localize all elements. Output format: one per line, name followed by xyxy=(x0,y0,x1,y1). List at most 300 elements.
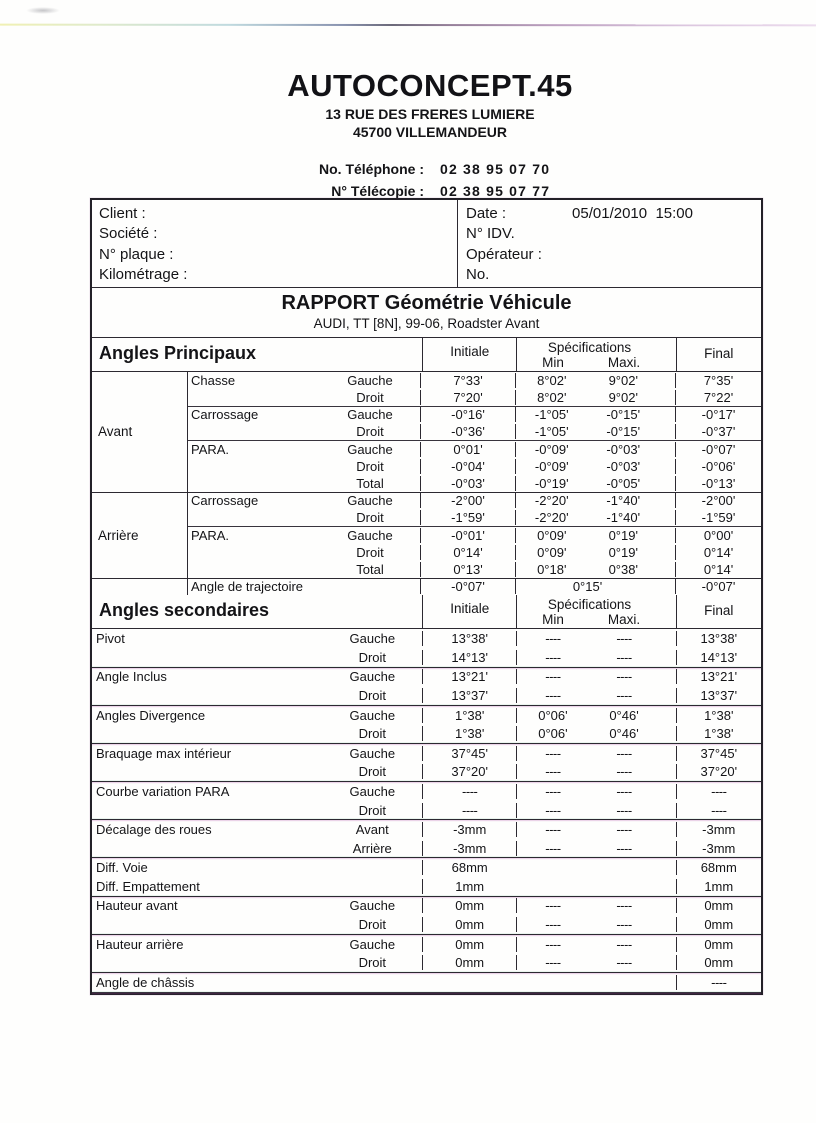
value-final: 7°22' xyxy=(675,390,761,405)
value-final: 7°35' xyxy=(675,373,761,388)
value-min: ---- xyxy=(545,631,561,647)
info-field-row xyxy=(99,224,457,245)
value-maxi: ---- xyxy=(616,840,632,856)
value-final: -0°06' xyxy=(675,459,761,474)
value-final: 14°13' xyxy=(676,650,761,665)
value-final: -0°37' xyxy=(675,424,761,439)
spec-values xyxy=(516,631,675,646)
side-label: Gauche xyxy=(349,631,396,647)
phone-value: 02 38 95 07 70 xyxy=(440,161,551,177)
side-label: Droit xyxy=(358,649,387,665)
measure-name: Pivot xyxy=(96,631,125,647)
measure-row xyxy=(188,441,761,458)
value-maxi: 9°02' xyxy=(608,389,638,405)
column-header-final-2: Final xyxy=(676,595,761,628)
angle-name: Carrossage xyxy=(191,493,259,509)
measure-row xyxy=(92,839,761,858)
angle-name: Carrossage xyxy=(191,407,259,423)
measure-row xyxy=(188,389,761,406)
side-label: Droit xyxy=(356,389,384,405)
value-final: 13°21' xyxy=(676,669,761,684)
value-initiale: -1°59' xyxy=(420,510,515,525)
side-label: Droit xyxy=(356,458,384,474)
value-maxi: 0°19' xyxy=(608,544,638,560)
angle-name: Chasse xyxy=(191,372,236,388)
value-final: -3mm xyxy=(676,822,761,837)
value-initiale: 13°21' xyxy=(422,669,516,684)
side-label: Total xyxy=(356,561,384,577)
value-initiale: -0°04' xyxy=(420,459,515,474)
secondary-group xyxy=(92,820,761,858)
side-label: Droit xyxy=(358,764,387,780)
angle-name: PARA. xyxy=(191,442,230,458)
side-label: Arrière xyxy=(352,840,392,856)
value-final: -0°07' xyxy=(675,579,761,594)
value-maxi: ---- xyxy=(616,669,632,685)
side-label: Droit xyxy=(356,424,384,440)
measure-row xyxy=(92,915,761,934)
side-label: Total xyxy=(356,475,384,491)
info-field-label: Kilométrage : xyxy=(99,266,188,284)
spec-values xyxy=(515,373,675,388)
value-final: 0mm xyxy=(676,955,761,970)
axle-group-body xyxy=(188,579,761,596)
value-final: 0°14' xyxy=(675,562,761,577)
info-box xyxy=(92,200,761,288)
secondary-table-body xyxy=(92,629,761,992)
measure-row xyxy=(92,744,761,763)
company-name: AUTOCONCEPT.45 xyxy=(287,68,573,103)
value-final: 13°37' xyxy=(676,688,761,703)
side-label: Gauche xyxy=(347,442,393,458)
fax-label: N° Télécopie : xyxy=(331,183,424,199)
side-label: Avant xyxy=(355,822,389,838)
principal-table-body xyxy=(92,372,761,595)
value-initiale: 14°13' xyxy=(422,650,516,665)
measure-row xyxy=(188,475,761,492)
value-min: ---- xyxy=(545,669,561,685)
report-frame xyxy=(90,198,763,995)
value-maxi: ---- xyxy=(616,631,632,647)
secondary-group xyxy=(92,706,761,744)
column-header-initiale-2: Initiale xyxy=(422,595,516,628)
side-label: Droit xyxy=(358,802,387,818)
spec-values xyxy=(516,822,675,837)
value-initiale: -0°03' xyxy=(420,476,515,491)
value-initiale: 7°33' xyxy=(420,373,515,388)
value-final: -3mm xyxy=(676,841,761,856)
value-min: ---- xyxy=(545,783,561,799)
value-min: ---- xyxy=(545,936,561,952)
angle-block xyxy=(188,493,761,527)
info-field-row xyxy=(99,244,457,265)
spec-values xyxy=(516,937,675,952)
value-final: 0mm xyxy=(676,917,761,932)
value-initiale: 13°37' xyxy=(422,688,516,703)
spec-values xyxy=(515,528,675,543)
measure-name: Hauteur avant xyxy=(96,898,178,914)
value-initiale: 0mm xyxy=(422,955,516,970)
value-maxi: -0°03' xyxy=(606,442,641,458)
info-field-row xyxy=(99,203,457,224)
value-min: -0°19' xyxy=(534,475,569,491)
measure-row xyxy=(188,372,761,389)
info-field-label: Société : xyxy=(99,225,158,243)
spec-values xyxy=(515,459,675,474)
column-header-maxi-2: Maxi. xyxy=(607,612,641,628)
measure-row xyxy=(92,763,761,782)
side-label: Gauche xyxy=(349,745,396,761)
side-label: Gauche xyxy=(349,936,396,952)
info-field-label: Client : xyxy=(99,204,146,222)
fax-value: 02 38 95 07 77 xyxy=(440,183,551,199)
value-initiale: 1mm xyxy=(422,879,516,894)
company-address-city: 45700 VILLEMANDEUR xyxy=(352,124,508,140)
measure-row xyxy=(188,544,761,561)
value-maxi: -0°15' xyxy=(606,407,641,423)
side-label: Droit xyxy=(358,955,387,971)
measure-name: Braquage max intérieur xyxy=(96,745,232,761)
value-initiale: -0°36' xyxy=(420,424,515,439)
value-initiale: 0mm xyxy=(422,898,516,913)
value-min: -1°05' xyxy=(534,407,569,423)
value-min: -1°05' xyxy=(534,424,569,440)
value-maxi: 0°19' xyxy=(608,528,638,544)
value-min: 8°02' xyxy=(537,372,567,388)
value-initiale: -0°16' xyxy=(420,407,515,422)
spec-values xyxy=(515,424,675,439)
side-label: Gauche xyxy=(349,707,396,723)
vehicle-description: AUDI, TT [8N], 99-06, Roadster Avant xyxy=(313,316,540,331)
info-field-value: 05/01/2010 15:00 xyxy=(572,204,693,222)
angle-block xyxy=(188,372,761,406)
value-min: 0°18' xyxy=(537,561,567,577)
scanner-smudge xyxy=(26,7,60,14)
value-min: ---- xyxy=(545,898,561,914)
value-final: 1°38' xyxy=(676,726,761,741)
spec-values xyxy=(516,746,675,761)
measure-row xyxy=(92,897,761,916)
value-initiale: -0°07' xyxy=(420,579,515,594)
trajectory-row xyxy=(188,579,761,596)
measure-name: Hauteur arrière xyxy=(96,936,184,952)
value-maxi: -1°40' xyxy=(606,510,641,526)
value-maxi: -0°05' xyxy=(606,475,641,491)
value-min: -2°20' xyxy=(534,510,569,526)
value-maxi: ---- xyxy=(616,764,632,780)
spec-values xyxy=(516,669,675,684)
specifications-label-2: Spécifications xyxy=(547,597,632,613)
value-initiale: 13°38' xyxy=(422,631,516,646)
side-label: Droit xyxy=(358,687,387,703)
axle-group-body xyxy=(188,493,761,578)
value-final: 37°20' xyxy=(676,764,761,779)
value-initiale: 7°20' xyxy=(420,390,515,405)
measure-name: Angles Divergence xyxy=(96,707,206,723)
value-maxi: 0°46' xyxy=(609,726,639,742)
value-min: ---- xyxy=(545,840,561,856)
spec-values xyxy=(516,955,675,970)
spec-values xyxy=(515,407,675,422)
measure-name: Diff. Empattement xyxy=(96,878,200,894)
info-field-row xyxy=(99,265,457,286)
value-maxi: 0°38' xyxy=(608,561,638,577)
value-min: 0°09' xyxy=(537,544,567,560)
secondary-group xyxy=(92,782,761,820)
secondary-group xyxy=(92,858,761,896)
value-min: 0°06' xyxy=(538,707,568,723)
value-min: ---- xyxy=(545,822,561,838)
value-initiale: 1°38' xyxy=(422,726,516,741)
axle-group-body xyxy=(188,372,761,492)
side-label: Gauche xyxy=(347,372,393,388)
spec-values xyxy=(515,390,675,405)
info-field-label: Opérateur : xyxy=(466,245,542,263)
section-title-secondary: Angles secondaires xyxy=(99,600,270,621)
value-final: ---- xyxy=(676,784,761,799)
trajectory-group xyxy=(92,579,761,596)
value-initiale: 37°20' xyxy=(422,764,516,779)
measure-name: Courbe variation PARA xyxy=(96,783,230,799)
value-initiale: -3mm xyxy=(422,822,516,837)
column-header-min-2: Min xyxy=(542,612,564,628)
measure-name: Diff. Voie xyxy=(96,860,148,876)
secondary-group xyxy=(92,629,761,667)
column-header-specifications xyxy=(516,338,675,371)
measure-row xyxy=(92,668,761,687)
info-field-row xyxy=(466,265,761,286)
angle-name: Angle de trajectoire xyxy=(191,579,304,595)
measure-row xyxy=(92,782,761,801)
info-field-row xyxy=(466,224,761,245)
spec-values xyxy=(516,917,675,932)
secondary-group xyxy=(92,897,761,935)
value-min: ---- xyxy=(545,955,561,971)
side-label: Gauche xyxy=(349,898,396,914)
value-initiale: ---- xyxy=(422,803,516,818)
secondary-group xyxy=(92,744,761,782)
measure-row xyxy=(188,527,761,544)
value-min: ---- xyxy=(545,745,561,761)
value-final: 13°38' xyxy=(676,631,761,646)
value-initiale: 1°38' xyxy=(422,708,516,723)
measure-row xyxy=(188,407,761,424)
value-maxi: -1°40' xyxy=(606,493,641,509)
secondary-group xyxy=(92,935,761,973)
value-min: -0°09' xyxy=(534,442,569,458)
column-header-final: Final xyxy=(676,338,761,371)
measure-row xyxy=(188,423,761,440)
angle-block xyxy=(188,406,761,441)
company-address-street: 13 RUE DES FRERES LUMIERE xyxy=(325,106,535,122)
value-final: -0°17' xyxy=(675,407,761,422)
scanner-artifact-line xyxy=(0,24,816,27)
column-header-min: Min xyxy=(542,355,564,370)
value-maxi: ---- xyxy=(616,936,632,952)
measure-row xyxy=(92,648,761,667)
info-field-row xyxy=(466,244,761,265)
value-maxi: ---- xyxy=(616,955,632,971)
value-min: ---- xyxy=(545,764,561,780)
spec-values xyxy=(515,545,675,560)
info-field-label: Date : xyxy=(466,204,507,222)
report-title: RAPPORT Géométrie Véhicule xyxy=(281,292,572,314)
value-final: -0°13' xyxy=(675,476,761,491)
spec-values xyxy=(516,764,675,779)
letterhead xyxy=(0,68,816,140)
side-label: Droit xyxy=(358,917,387,933)
info-field-label: N° plaque : xyxy=(99,245,174,263)
value-maxi: -0°03' xyxy=(606,458,641,474)
value-final: 0mm xyxy=(676,937,761,952)
side-label: Droit xyxy=(358,726,387,742)
value-maxi: -0°15' xyxy=(606,424,641,440)
value-final: -0°07' xyxy=(675,442,761,457)
spec-values xyxy=(516,650,675,665)
info-field-label: No. xyxy=(466,266,490,284)
value-final: 1°38' xyxy=(676,708,761,723)
spec-values xyxy=(515,493,675,508)
side-label: Gauche xyxy=(349,783,396,799)
spec-values xyxy=(515,442,675,457)
value-min: 8°02' xyxy=(537,389,567,405)
principal-table-header xyxy=(92,338,761,372)
measure-row xyxy=(188,458,761,475)
spec-values xyxy=(515,562,675,577)
column-header-initiale: Initiale xyxy=(422,338,516,371)
value-min: 0°06' xyxy=(538,726,568,742)
value-maxi: ---- xyxy=(616,745,632,761)
measure-row xyxy=(92,858,761,877)
spec-values xyxy=(516,784,675,799)
value-min: ---- xyxy=(545,687,561,703)
value-min: ---- xyxy=(545,649,561,665)
secondary-group xyxy=(92,973,761,993)
value-maxi: 9°02' xyxy=(608,372,638,388)
spec-values xyxy=(516,841,675,856)
measure-row xyxy=(92,953,761,972)
value-initiale: -0°01' xyxy=(420,528,515,543)
side-label: Droit xyxy=(356,510,384,526)
spec-values xyxy=(516,708,675,723)
measure-row xyxy=(92,686,761,705)
measure-row xyxy=(188,493,761,510)
secondary-group xyxy=(92,668,761,706)
side-label: Gauche xyxy=(349,669,396,685)
spec-values xyxy=(515,510,675,525)
measure-row xyxy=(92,801,761,820)
info-box-client xyxy=(92,200,458,287)
value-maxi: 0°46' xyxy=(609,707,639,723)
value-initiale: 0°01' xyxy=(420,442,515,457)
value-final: ---- xyxy=(676,975,761,990)
measure-name: Décalage des roues xyxy=(96,822,212,838)
axle-group xyxy=(92,372,761,493)
value-initiale: 37°45' xyxy=(422,746,516,761)
axle-group xyxy=(92,493,761,579)
value-min: -0°09' xyxy=(534,458,569,474)
info-box-date xyxy=(458,200,761,287)
measure-row xyxy=(188,509,761,526)
value-maxi: ---- xyxy=(616,898,632,914)
phone-label: No. Téléphone : xyxy=(319,161,424,177)
contact-block xyxy=(232,158,592,202)
value-final: ---- xyxy=(676,803,761,818)
axle-group-label xyxy=(92,579,188,596)
value-min: 0°09' xyxy=(537,528,567,544)
measure-row xyxy=(92,820,761,839)
value-initiale: 68mm xyxy=(422,860,516,875)
report-title-box xyxy=(92,288,761,338)
axle-group-label: Avant xyxy=(92,372,188,492)
value-final: -1°59' xyxy=(675,510,761,525)
measure-row xyxy=(92,629,761,648)
measure-row xyxy=(188,561,761,578)
value-maxi: ---- xyxy=(616,649,632,665)
value-final: 68mm xyxy=(676,860,761,875)
column-header-specifications-2 xyxy=(516,595,675,628)
spec-values xyxy=(515,476,675,491)
specifications-label: Spécifications xyxy=(547,340,632,355)
measure-name: Angle Inclus xyxy=(96,669,167,685)
measure-row xyxy=(92,724,761,743)
value-initiale: 0°13' xyxy=(420,562,515,577)
section-title-principal: Angles Principaux xyxy=(99,343,257,363)
value-maxi: ---- xyxy=(616,802,632,818)
value-final: 0°00' xyxy=(675,528,761,543)
measure-row xyxy=(92,877,761,896)
angle-block xyxy=(188,526,761,577)
value-final: 0mm xyxy=(676,898,761,913)
measure-row xyxy=(92,935,761,954)
value-initiale: 0mm xyxy=(422,937,516,952)
value-min: -2°20' xyxy=(534,493,569,509)
side-label: Gauche xyxy=(347,493,393,509)
angle-block xyxy=(188,440,761,491)
measure-name: Angle de châssis xyxy=(96,974,195,990)
value-initiale: ---- xyxy=(422,784,516,799)
value-initiale: 0°14' xyxy=(420,545,515,560)
side-label: Droit xyxy=(356,544,384,560)
axle-group-label: Arrière xyxy=(92,493,188,578)
phone-row xyxy=(232,158,592,180)
column-header-maxi: Maxi. xyxy=(607,355,641,370)
measure-row xyxy=(92,706,761,725)
value-final: 1mm xyxy=(676,879,761,894)
spec-values xyxy=(516,726,675,741)
value-spec-merged: 0°15' xyxy=(515,579,675,594)
value-maxi: ---- xyxy=(616,783,632,799)
value-maxi: ---- xyxy=(616,822,632,838)
spec-values xyxy=(516,803,675,818)
measure-row xyxy=(92,973,761,992)
value-maxi: ---- xyxy=(616,687,632,703)
secondary-table-header xyxy=(92,595,761,629)
value-final: 0°14' xyxy=(675,545,761,560)
angle-name: PARA. xyxy=(191,528,230,544)
info-field-label: N° IDV. xyxy=(466,225,515,243)
value-initiale: -3mm xyxy=(422,841,516,856)
info-field-row xyxy=(466,203,761,224)
value-min: ---- xyxy=(545,802,561,818)
value-maxi: ---- xyxy=(616,917,632,933)
side-label: Gauche xyxy=(347,528,393,544)
spec-values xyxy=(516,898,675,913)
value-initiale: -2°00' xyxy=(420,493,515,508)
value-final: -2°00' xyxy=(675,493,761,508)
value-min: ---- xyxy=(545,917,561,933)
value-final: 37°45' xyxy=(676,746,761,761)
